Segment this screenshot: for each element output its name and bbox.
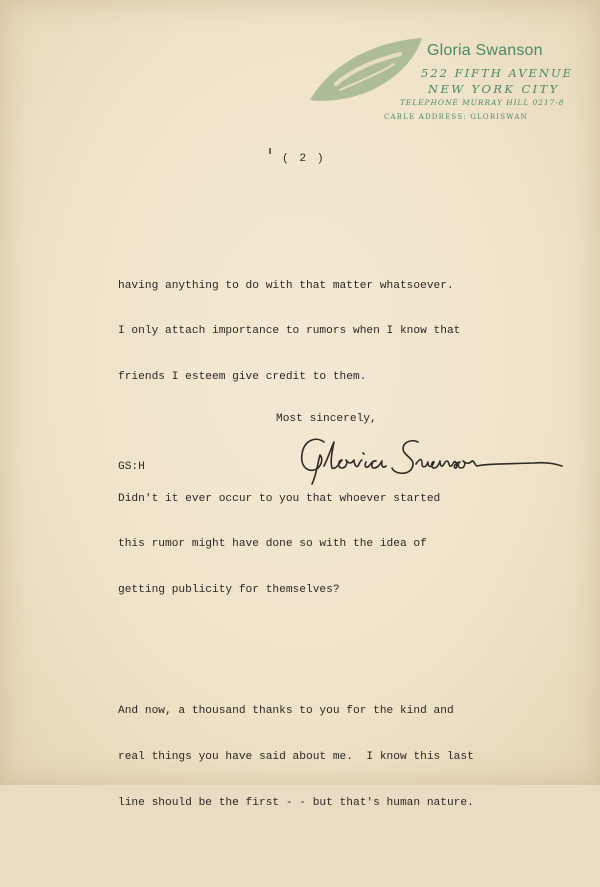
text-line: this rumor might have done so with the idea of — [118, 538, 427, 551]
text-line: real things you have said about me. I know this last — [118, 751, 474, 764]
signature — [294, 428, 570, 488]
paragraph-3 — [118, 674, 474, 841]
letterhead-telephone: TELEPHONE MURRAY HILL 0217-8 — [400, 98, 565, 107]
text-line: friends I esteem give credit to them. — [118, 371, 367, 384]
letterhead-cable-address: CABLE ADDRESS: GLORISWAN — [384, 113, 528, 121]
text-line: I only attach importance to rumors when I know that — [118, 325, 461, 338]
letterhead-city: NEW YORK CITY — [428, 82, 560, 96]
page-number: ( 2 ) — [282, 153, 326, 165]
typist-initials: GS:H — [118, 461, 145, 473]
letterhead-name: Gloria Swanson — [427, 42, 543, 59]
letterhead-street: 522 FIFTH AVENUE — [421, 66, 574, 80]
text-line: having anything to do with that matter whatsoever. — [118, 279, 454, 292]
page-mark — [269, 148, 271, 154]
closing-salutation: Most sincerely, — [276, 413, 377, 425]
paragraph-1 — [118, 248, 474, 415]
text-line: getting publicity for themselves? — [118, 583, 340, 596]
text-line: And now, a thousand thanks to you for the kind and — [118, 705, 454, 718]
letter-body — [118, 218, 474, 887]
leaf-icon — [306, 34, 424, 106]
text-line: Didn't it ever occur to you that whoever started — [118, 492, 441, 505]
text-line: line should be the first - - but that's human nature. — [118, 796, 474, 809]
